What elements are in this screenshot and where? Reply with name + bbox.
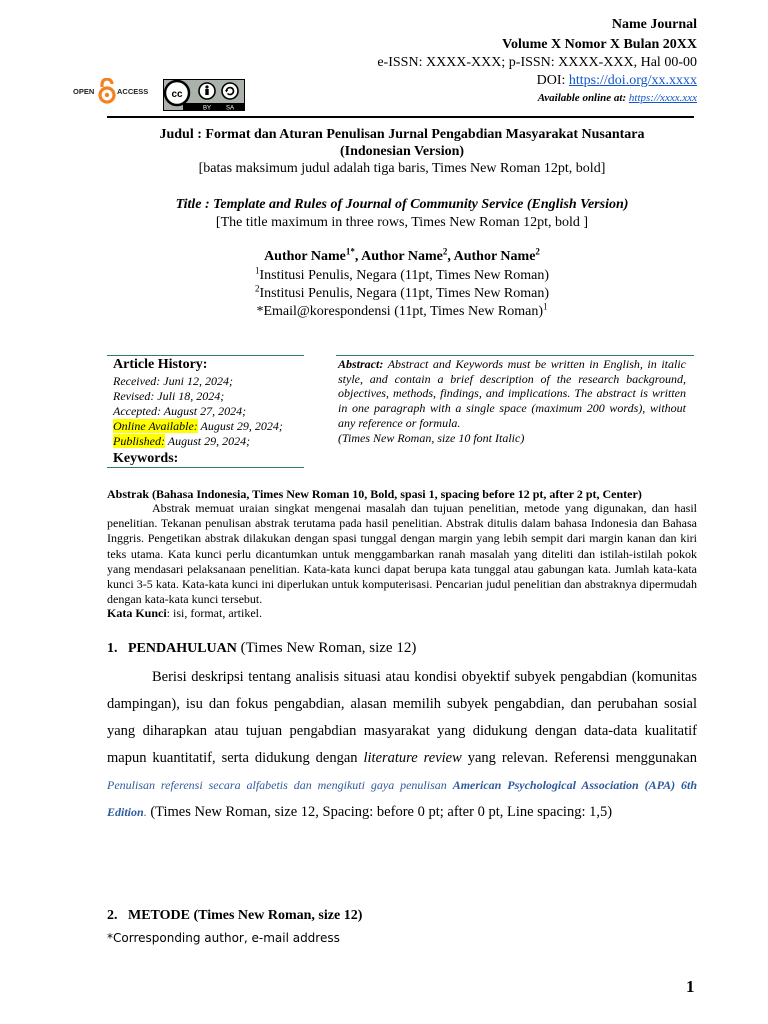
institution-1-text: Institusi Penulis, Negara (11pt, Times New Roman) — [259, 268, 550, 283]
title-id-line2: (Indonesian Version) — [339, 144, 465, 159]
online-label: Online Available: — [113, 419, 198, 433]
history-top-rule — [107, 355, 304, 356]
institution-1-sup: 1 — [254, 265, 260, 276]
section-1-heading — [107, 640, 416, 657]
corresponding-email — [107, 303, 697, 321]
section-1-number: 1. — [107, 641, 118, 656]
abstract-label: Abstract: — [338, 357, 384, 371]
author-1-sup: 1* — [345, 246, 355, 257]
kata-kunci — [107, 606, 262, 621]
available-label: Available online at: — [537, 92, 629, 104]
author-3-sup: 2 — [535, 246, 540, 257]
journal-volume: Volume X Nomor X Bulan 20XX — [502, 37, 697, 52]
p1-text: Berisi deskripsi tentang analisis situasi atau kondisi obyektif subyek pengabdian (komunitas dampingan), isu dan fokus pengabdian, alasan memilih subyek pengabdian, dan perubahan sosial yang diharapkan atau tujuan pengabdian masyarakat yang didukung dengan data-data kualitatif mapun kuantitatif, serta didukung dengan — [107, 669, 697, 766]
p1-end: (Times New Roman, size 12, Spacing: before 0 pt; after 0 pt, Line spacing: 1,5) — [146, 804, 613, 820]
history-accepted: Accepted: August 27, 2024; — [113, 404, 247, 418]
footnote: *Corresponding author, e-mail address — [107, 931, 340, 945]
keywords-title: Keywords: — [113, 451, 179, 466]
ref-text: Penulisan referensi secara alfabetis dan mengikuti gaya penulisan — [107, 778, 453, 792]
abstrak-heading: Abstrak (Bahasa Indonesia, Times New Roman 10, Bold, spasi 1, spacing before 12 pt, after 2 pt, Center) — [107, 487, 642, 501]
open-access-logo — [73, 78, 163, 108]
journal-doi — [537, 73, 697, 89]
history-revised: Revised: Juli 18, 2024; — [113, 389, 225, 403]
title-indonesian — [107, 126, 697, 160]
title-id-note: [batas maksimum judul adalah tiga baris, Times New Roman 12pt, bold] — [198, 161, 606, 176]
page-number: 1 — [686, 977, 695, 996]
email-sup: 1 — [543, 301, 548, 312]
history-bottom-rule — [107, 467, 304, 468]
institution-2-sup: 2 — [254, 283, 260, 294]
section-1-title-note: (Times New Roman, size 12) — [236, 640, 417, 656]
email-text: *Email@korespondensi (11pt, Times New Roman) — [256, 304, 544, 319]
doi-link[interactable]: https://doi.org/xx.xxxx — [568, 73, 697, 88]
published-date: August 29, 2024; — [165, 434, 251, 448]
abstrak-body: Abstrak memuat uraian singkat mengenai masalah dan tujuan penelitian, metode yang digunakan, dan hasil penelitian. Tekanan penulisan abstrak terutama pada hasil penelitian. Abstrak ditulis dalam bahasa Indonesia dan Bahasa Inggris. Pengetikan abstrak dilakukan dengan spasi tunggal dengan margin yang lebih sempit dari margin kanan dan kiri teks utama. Kata kunci perlu dicantumkan untuk menggambarkan ranah masalah yang diteliti dan istilah-istilah pokok yang mendasari pelaksanaan penelitian. Kata-kata kunci dapat berupa kata tunggal atau gabungan kata. Jumlah kata-kata kunci 3-5 kata. Kata-kata kunci ini diperlukan untuk komputerisasi. Pencarian judul penelitian dan abstraknya dipermudah dengan kata-kata kunci tersebut. — [107, 501, 697, 607]
author-3: , Author Name — [447, 249, 536, 264]
svg-text:OPEN: OPEN — [73, 87, 95, 96]
history-received: Received: Juni 12, 2024; — [113, 374, 233, 388]
author-2: , Author Name — [354, 249, 443, 264]
author-1: Author Name — [264, 249, 346, 264]
journal-name: Name Journal — [611, 17, 697, 32]
kata-kunci-value: : isi, format, artikel. — [166, 606, 262, 620]
ref-bold: American Psychological Association (APA) 6th Edition — [107, 778, 697, 819]
history-published — [113, 434, 250, 449]
doi-label: DOI: — [536, 73, 569, 88]
p1-italic: literature review — [363, 750, 462, 766]
ref-end: . — [143, 805, 147, 819]
online-date: August 29, 2024; — [197, 419, 283, 433]
abstract-top-rule — [336, 355, 694, 356]
institution-2-text: Institusi Penulis, Negara (11pt, Times New Roman) — [259, 286, 550, 301]
svg-text:cc: cc — [171, 89, 183, 100]
title-en-note: [The title maximum in three rows, Times New Roman 12pt, bold ] — [215, 215, 589, 230]
svg-text:BY: BY — [202, 105, 212, 111]
section-1-paragraph — [107, 664, 697, 826]
cc-by-sa-badge — [163, 79, 245, 111]
kata-kunci-label: Kata Kunci — [107, 606, 167, 620]
svg-text:ACCESS: ACCESS — [117, 87, 149, 96]
header-rule — [107, 116, 694, 118]
institution-2 — [107, 285, 697, 303]
history-online — [113, 419, 283, 434]
available-link[interactable]: https://xxxx.xxx — [628, 92, 697, 104]
abstract-note: (Times New Roman, size 10 font Italic) — [338, 430, 525, 445]
section-2-heading: 2. METODE (Times New Roman, size 12) — [107, 908, 363, 923]
abstract-english — [338, 357, 686, 445]
author-2-sup: 2 — [442, 246, 448, 257]
title-english: Title : Template and Rules of Journal of Community Service (English Version) — [175, 197, 629, 212]
institution-1 — [107, 267, 697, 285]
abstract-text: Abstract and Keywords must be written in English, in italic style, and contain a brief description of the research background, objectives, methods, findings, and implications. The abstract is written in one paragraph with a single space (maximum 200 words), without any reference or formula. — [338, 357, 686, 430]
p1-after: yang relevan. Referensi menggunakan — [461, 750, 697, 766]
section-1-title: PENDAHULUAN — [128, 641, 237, 656]
title-id-line1: Judul : Format dan Aturan Penulisan Jurnal Pengabdian Masyarakat Nusantara — [159, 127, 645, 142]
available-online — [538, 92, 697, 104]
author-names — [107, 246, 697, 265]
article-history-title: Article History: — [113, 357, 208, 372]
svg-text:SA: SA — [225, 105, 235, 111]
published-label: Published: — [113, 434, 165, 448]
journal-issn: e-ISSN: XXXX-XXX; p-ISSN: XXXX-XXX, Hal 00-00 — [377, 55, 697, 70]
